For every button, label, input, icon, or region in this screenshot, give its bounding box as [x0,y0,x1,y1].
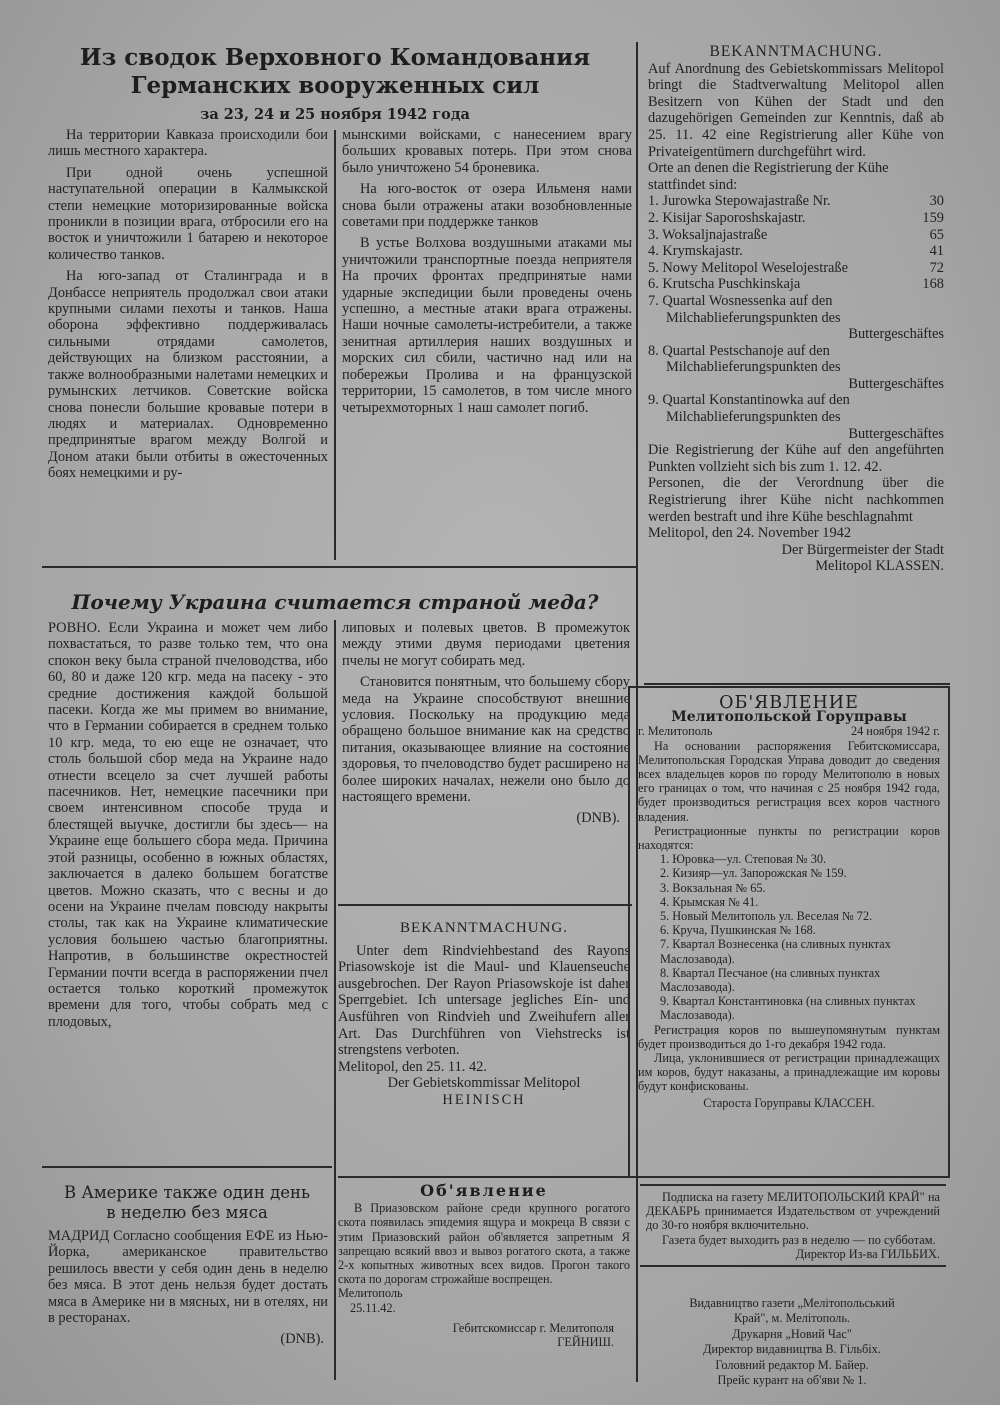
main-col2-p2: На юго-восток от озера Ильменя нами снова были отражены атаки возобновленные советами при поддержке танков [342,181,632,231]
bekannt1-item-long: 7. Quartal Wosnessenka auf den Milchablieferungspunkten des Buttergeschäftes [648,292,944,343]
honey-col1-p1: РОВНО. Если Украина и может чем либо похвастаться, то разве только тем, что она спокон веку была страной пчеловодства, ибо 60, 80 и даже 120 кгр. меда на пасеку - это средние достижения каждой большой пасеки. Когда же мы примем во внимание, что в Германии собирается в среднем только 10 кгр. меда, то ею еще не означает, что столь большой сбор меда на Украине надо отнести всецело за счет лучшей работы пасечников. Нет, немецкие пасечники при своем интенсивном способе труда и блестящей выучке, достигли бы здесь— на Украине еще большего сбора меда. Причина этой разницы, особенно в южных областях, заключается в далеко большем богатстве цветов. Можно сказать, что с весны и до осени на Украине пчелам повсюду накрыты столы, так как на Украине климатические условия большею частью благоприятны. Напротив, в большинстве окрестностей Германии почти всегда в распоряжении пчел остается только короткий промежуток времени для того, чтобы собрать мед с плодовых, [48,620,328,1030]
honey-headline: Почему Украина считается страной меда? [71,590,599,614]
bekanntmachung-disease [338,920,630,1109]
obyav-big-title: ОБ'ЯВЛЕНИЕ [719,693,859,713]
obyav-big-header [638,724,940,738]
obyav-big-item: 9. Квартал Константиновка (на сливных пунктах Маслозавода). [660,994,916,1023]
obyavlenie-gorupravy [628,686,950,1178]
bekannt1-item: 4. Krymskajastr. 41 [648,243,944,260]
section-rule [644,683,950,685]
bekannt2-sign2: HEINISCH [442,1091,526,1108]
bekannt1-date: Melitopol, den 24. November 1942 [648,525,852,542]
imprint-line1: Видавництво газети „Мелітопольський [689,1296,895,1310]
obyav-big-subtitle: Мелитопольской Горуправы [671,709,907,726]
bekannt1-title: BEKANNTMACHUNG. [709,43,883,60]
bekannt1-item: 2. Kisijar Saporoshskajastr. 159 [648,209,944,226]
section-rule [338,904,632,906]
honey-col2-p2: Становится понятным, что большему сбору меда на Украине способствуют внешние условия. Поскольку на продукцию меда обращено большое внимание как на средство питания, оказывающее влияние на состояние здоровья, то пчеловодство будет расширено на более широких началах, нежели оно было до настоящего времени. [342,674,630,806]
honey-col1 [48,620,328,1035]
imprint [642,1296,942,1388]
honey-col2-p1: липовых и полевых цветов. В промежуток между этими двумя периодами цветения пчелы не могут собирать мед. [342,620,630,669]
america-body [48,1228,328,1348]
obyav-big-para3: Регистрация коров по вышеупомянутым пунктам будет производиться до 1-го декабря 1942 года. [638,1022,940,1051]
bekanntmachung-cows [648,44,944,575]
obyav-big-city: г. Мелитополь [638,724,713,739]
obyav-big-para1: На основании распоряжения Гебитскомиссара, Мелитопольская Городская Управа доводит до сведения всех владельцев коров по городу Мелитополю в новых его границах о том, что начиная с 25 ноября 1942 года, будет производиться регистрация всех коров частного владения. [638,738,940,824]
obyavlenie-small [338,1181,630,1350]
bekannt1-sign2: Melitopol KLASSEN. [815,558,944,575]
obyav-small-sign2: ГЕЙНИШ. [557,1335,614,1350]
obyav-big-para2: Регистрационные пункты по регистрации коров находятся: [638,823,940,853]
main-article-col1 [48,127,328,487]
imprint-line5: Головний редактор М. Байер. [715,1357,869,1372]
bekannt1-item: 3. Woksaljnajastraße 65 [648,226,944,243]
obyav-big-item: 3. Вокзальная № 65. [660,880,766,895]
main-headline [40,44,630,100]
bekannt1-sign1: Der Bürgermeister der Stadt [781,541,944,558]
main-col1-p3: На юго-запад от Сталинграда и в Донбассе неприятель продолжал свои атаки крупными силами пехоты и танков. Наша оборона эффективно поддерживалась сильными отрядами самолетов, действующих на близком расстоянии, а также волнообразными налетами немецких и румынских летчиков. Советские войска снова понесли большие кровавые потери в людях и материалах. Одновременно предпринятые врагом между Волгой и Доном атаки были отбиты в ожесточенных боях немецкими и ру- [48,268,328,482]
subscription-body: Подписка на газету МЕЛИТОПОЛЬСКИЙ КРАЙ" на ДЕКАБРЬ принимается Издательством от учреждений до 30-го ноября включительно. [646,1190,940,1233]
main-col1-p1: На территории Кавказа происходили бои лишь местного характера. [48,127,328,160]
imprint-line2: Край", м. Мелітополь. [733,1311,851,1326]
main-article-col2 [342,127,632,421]
bekannt1-item: 6. Krutscha Puschkinskaja 168 [648,276,944,293]
obyav-big-item: 5. Новый Мелитополь ул. Веселая № 72. [660,909,873,924]
obyav-big-item: 2. Кизияр—ул. Запорожская № 159. [660,866,847,881]
obyav-big-item: 7. Квартал Вознесенка (на сливных пунктах Маслозавода). [660,937,891,966]
bekannt1-item: 5. Nowy Melitopol Weselojestraße 72 [648,259,944,276]
bekannt1-intro: Auf Anordnung des Gebietskommissars Melitopol bringt die Stadtverwaltung Melitopol allen Besitzern von Kühen der Stadt und den dazugehörigen Gemeinden zur Kenntnis, daß ab 25. 11. 42 eine Registrierung aller Kühe von Privateigentümern durchgeführt wird. [648,60,944,160]
main-subtitle: за 23, 24 и 25 ноября 1942 года [200,106,470,123]
main-headline-line1: Из сводок Верховного Командования [79,44,591,71]
subscription-notice [640,1184,946,1267]
bekannt1-list-intro: Orte an denen die Registrierung der Kühe stattfindet sind: [648,160,889,193]
america-headline-line1: В Америке также один день [63,1183,311,1202]
bekannt1-item-long: 9. Quartal Konstantinowka auf den Milchablieferungspunkten des Buttergeschäftes [648,392,944,442]
america-text: МАДРИД Согласно сообщения ЕФЕ из Нью-Йорка, американское правительство решилось ввести у себя один день в неделю без мяса. В этот день нельзя будет достать мяса в Америке ни в мясных, ни в отелях, ни в ресторанах. [48,1228,328,1327]
obyav-big-date: 24 ноября 1942 г. [850,724,940,739]
bekannt2-date: Melitopol, den 25. 11. 42. [338,1058,487,1075]
america-headline [44,1183,330,1223]
america-source: (DNB). [280,1331,324,1348]
obyav-big-item: 6. Круча, Пушкинская № 168. [660,923,816,938]
bekannt2-sign1: Der Gebietskommissar Melitopol [387,1075,581,1092]
america-headline-line2: в неделю без мяса [106,1203,268,1222]
column-rule [334,620,336,1380]
bekannt1-para3: Personen, die der Verordnung über die Registrierung ihrer Kühe nicht nachkommen werden bestraft und ihre Kühe beschlagnahmt [648,475,944,525]
imprint-line6: Прейс курант на об'яви № 1. [717,1373,867,1388]
obyav-big-item: 1. Юровка—ул. Степовая № 30. [660,852,827,867]
obyav-small-sign1: Гебитскомиссар г. Мелитополя [452,1320,614,1335]
main-headline-line2: Германских вооруженных сил [130,72,540,99]
main-col2-p1: мынскими войсками, с нанесением врагу больших кровавых потерь. При этом снова было уничтожено 54 броневика. [342,127,632,176]
obyav-big-list [638,852,940,1022]
bekannt1-para2: Die Registrierung der Kühe auf den angeführten Punkten vollzieht sich bis zum 1. 12. 42. [648,442,944,475]
subscription-director: Директор Из-ва ГИЛЬБИХ. [795,1246,940,1261]
bekannt1-item: 1. Jurowka Stepowajastraße Nr. 30 [648,193,944,210]
main-col2-p3: В устье Волхова воздушными атаками мы уничтожили транспортные поезда неприятеля На прочих фронтах предпринятые нами ударные экспедиции были проведены очень успешно, а местные атаки врага отражены. Наши ночные самолеты-истребители, а также зенитная артиллерия наших воздушных и морских сил сбили, частично над или на побережьи Пролива и на французской территории, 15 самолетов, в том числе много четырехмоторных 1 наш самолет погиб. [342,235,632,416]
column-rule [334,130,336,560]
imprint-line3: Друкарня „Новий Час" [732,1326,852,1341]
honey-col2 [342,620,630,827]
section-rule [338,1176,632,1178]
bekannt2-title: BEKANNTMACHUNG. [400,920,568,936]
obyav-small-place: Мелитополь [338,1286,403,1301]
obyav-big-para4: Лица, уклонившиеся от регистрации принадлежащих им коров, будут наказаны, а принадлежащие им коровы будут конфискованы. [638,1051,940,1094]
obyav-big-item: 8. Квартал Песчаное (на сливных пунктах Маслозавода). [660,965,881,995]
main-col1-p2: При одной очень успешной наступательной операции в Калмыкской степи немецкие моторизированные войска проникли в позиции врага, отбросили его на восток и уничтожили 1 батарею и некоторое количество танков. [48,164,328,263]
obyav-small-body: В Приазовском районе среди крупного рогатого скота появилась эпидемия ящура и мокреца В связи с этим Приазовский район об'является запретным Я запрещаю всякий ввоз и вывоз рогатого скота, а также 2-х копытных животных всех видов. Прогон такого скота по дорогам строжайше воспрещен. [338,1201,630,1287]
section-rule [42,1166,332,1168]
section-rule [42,566,636,568]
obyav-small-title: Об'явление [420,1181,548,1200]
honey-source: (DNB). [576,810,620,827]
imprint-line4: Директор видавництва В. Гільбіх. [703,1342,881,1357]
obyav-small-date: 25.11.42. [350,1300,396,1315]
bekannt1-item-long: 8. Quartal Pestschanoje auf den Milchablieferungspunkten des Buttergeschäftes [648,342,944,392]
obyav-big-item: 4. Крымская № 41. [660,894,759,909]
obyav-big-sign: Староста Горуправы КЛАССЕН. [703,1095,875,1110]
subscription-body2: Газета будет выходить раз в неделю — по субботам. [662,1232,936,1247]
bekannt2-body: Unter dem Rindviehbestand des Rayons Priasowskoje ist die Maul- und Klauenseuche ausgebrochen. Der Rayon Priasowskoje ist daher Sperrgebiet. Ich untersage jegliches Ein- und Ausführen von Rindvieh und Zweihufern aller Art. Das Durchführen von Viehstrecks ist strengstens verboten. [338,942,630,1059]
